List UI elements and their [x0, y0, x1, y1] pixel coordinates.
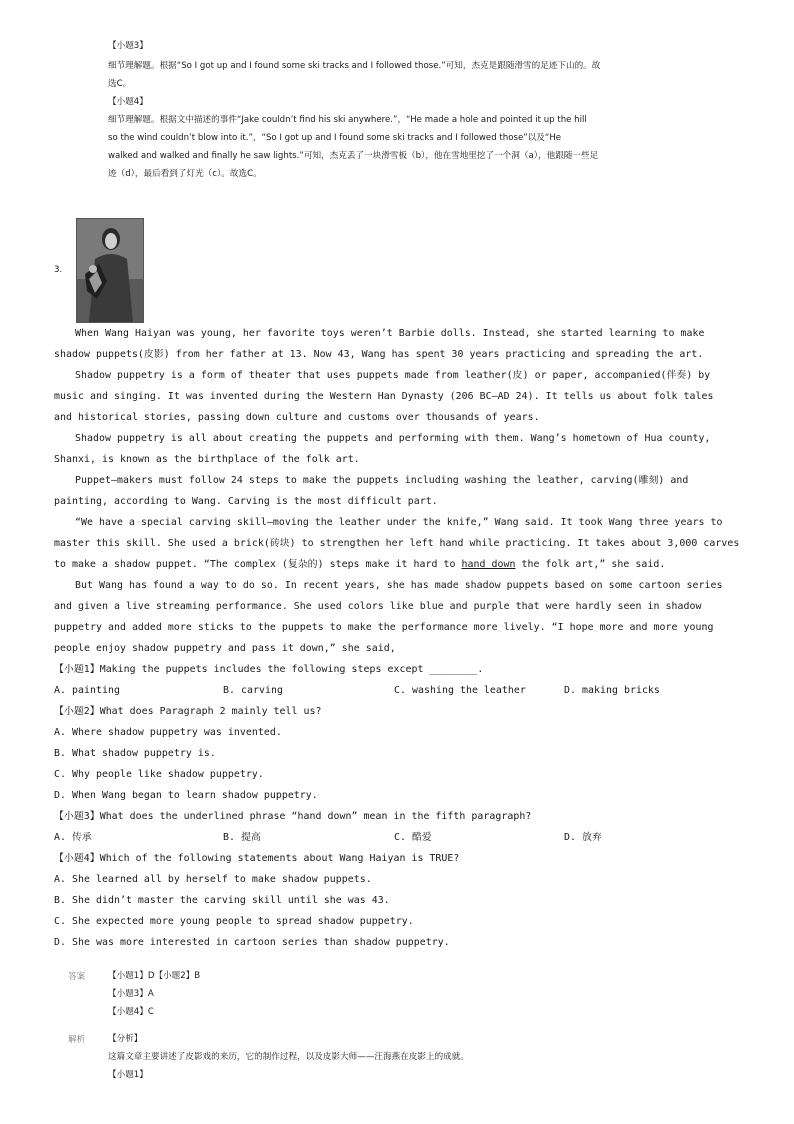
explanation-q4-line: 细节理解题。根据文中描述的事件“Jake couldn’t find his ski anywhere.”，“He made a hole and pointed it up the hill	[108, 115, 587, 125]
explanation-q4-line: walked and walked and finally he saw lights.”可知，杰克丢了一块滑雪板（b），他在雪地里挖了一个洞（a），他跟随一些足	[108, 151, 599, 161]
sub-question-stem: 【小题1】Making the puppets includes the following steps except ________.	[54, 664, 484, 675]
passage-line: When Wang Haiyan was young, her favorite toys weren’t Barbie dolls. Instead, she started learning to make	[75, 328, 705, 339]
passage-line: Puppet—makers must follow 24 steps to make the puppets including washing the leather, carving(雕刻) and	[75, 475, 689, 486]
explanation-q3-line: 细节理解题。根据“So I got up and I found some ski tracks and I followed those.”可知，杰克是跟随滑雪的足迹下山的。故	[108, 61, 601, 71]
option-d: D. making bricks	[564, 685, 660, 696]
explanation-q4-line: 迹（d），最后看到了灯光（c）。故选C。	[108, 169, 262, 179]
option-d: D. 放弃	[564, 832, 602, 843]
answer-line: 【小题1】D【小题2】B	[108, 971, 201, 981]
sub-question-stem: 【小题3】What does the underlined phrase “hand down” mean in the fifth paragraph?	[54, 811, 532, 822]
passage-line: music and singing. It was invented during the Western Han Dynasty (206 BC—AD 24). It tells us about folk tales	[54, 391, 714, 402]
option-a: A. She learned all by herself to make shadow puppets.	[54, 874, 372, 885]
analysis-sub1-tag: 【小题1】	[108, 1070, 148, 1080]
question-number: 3.	[54, 265, 63, 275]
passage-line: and given a live streaming performance. She used colors like blue and purple that were hardly seen in shadow	[54, 601, 702, 612]
underlined-phrase: hand down	[461, 559, 516, 570]
option-c: C. washing the leather	[394, 685, 526, 696]
option-c: C. Why people like shadow puppetry.	[54, 769, 264, 780]
passage-line: shadow puppets(皮影) from her father at 13. Now 43, Wang has spent 30 years practicing and spreading the art.	[54, 349, 704, 360]
option-c: C. 酷爱	[394, 832, 432, 843]
option-a: A. painting	[54, 685, 120, 696]
answer-label: 答案	[68, 972, 86, 982]
passage-line: “We have a special carving skill—moving the leather under the knife,” Wang said. It took Wang three years to	[75, 517, 723, 528]
woman-with-puppet-image	[77, 219, 143, 322]
option-b: B. What shadow puppetry is.	[54, 748, 216, 759]
article-photo	[76, 218, 144, 323]
explanation-q3-tag: 【小题3】	[108, 41, 148, 51]
analysis-tag: 【分析】	[108, 1034, 143, 1044]
passage-line: people enjoy shadow puppetry and pass it down,” she said,	[54, 643, 396, 654]
analysis-summary: 这篇文章主要讲述了皮影戏的来历，它的制作过程，以及皮影大师——汪海燕在皮影上的成就。	[108, 1052, 469, 1062]
option-d: D. When Wang began to learn shadow puppetry.	[54, 790, 318, 801]
passage-line	[54, 558, 665, 572]
answer-line: 【小题4】C	[108, 1007, 154, 1017]
explanation-q4-tag: 【小题4】	[108, 97, 148, 107]
passage-line: Shadow puppetry is a form of theater that uses puppets made from leather(皮) or paper, accompanied(伴奏) by	[75, 370, 711, 381]
explanation-q3-line: 选C。	[108, 79, 132, 89]
passage-line: painting, according to Wang. Carving is the most difficult part.	[54, 496, 438, 507]
analysis-label: 解析	[68, 1035, 86, 1045]
option-c: C. She expected more young people to spread shadow puppetry.	[54, 916, 414, 927]
passage-line: and historical stories, passing down culture and customs over thousands of years.	[54, 412, 540, 423]
passage-line: But Wang has found a way to do so. In recent years, she has made shadow puppets based on some cartoon series	[75, 580, 723, 591]
option-b: B. She didn’t master the carving skill until she was 43.	[54, 895, 390, 906]
answer-line: 【小题3】A	[108, 989, 154, 999]
passage-line: puppetry and added more sticks to the puppets to make the performance more lively. “I hope more and more young	[54, 622, 714, 633]
passage-text: to make a shadow puppet. “The complex (复杂的) steps make it hard to	[54, 559, 462, 570]
passage-line: Shanxi, is known as the birthplace of the folk art.	[54, 454, 360, 465]
passage-line: master this skill. She used a brick(砖块) to strengthen her left hand while practicing. It takes about 3,000 carves	[54, 538, 740, 549]
option-b: B. carving	[223, 685, 283, 696]
option-d: D. She was more interested in cartoon series than shadow puppetry.	[54, 937, 450, 948]
option-b: B. 提高	[223, 832, 261, 843]
passage-text: the folk art,” she said.	[515, 559, 666, 570]
option-a: A. 传承	[54, 832, 92, 843]
sub-question-stem: 【小题4】Which of the following statements about Wang Haiyan is TRUE?	[54, 853, 460, 864]
sub-question-stem: 【小题2】What does Paragraph 2 mainly tell us?	[54, 706, 322, 717]
passage-line: Shadow puppetry is all about creating the puppets and performing with them. Wang’s hometown of Hua county,	[75, 433, 711, 444]
explanation-q4-line: so the wind couldn’t blow into it.”，“So I got up and I found some ski tracks and I followed those”以及“He	[108, 133, 562, 143]
option-a: A. Where shadow puppetry was invented.	[54, 727, 282, 738]
